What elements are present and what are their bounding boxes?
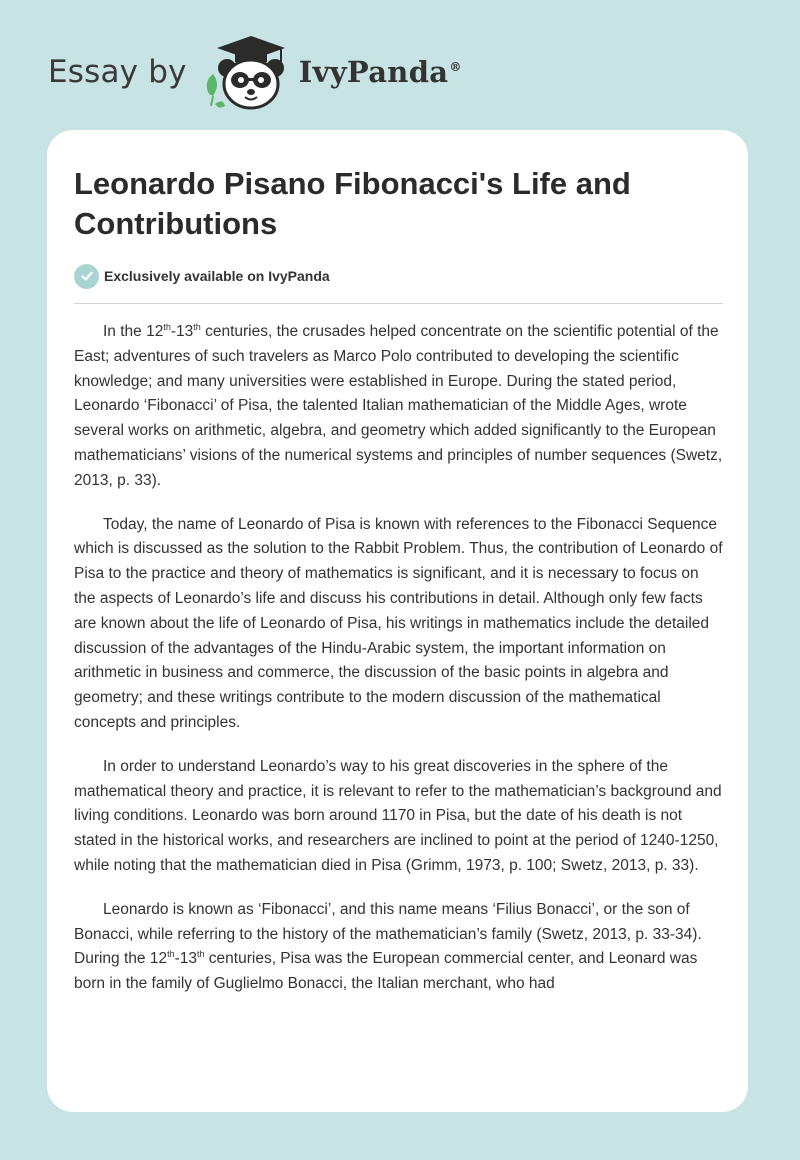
exclusive-badge <box>74 263 330 289</box>
divider <box>74 303 723 304</box>
site-header <box>48 34 462 110</box>
exclusive-badge-label: Exclusively available on IvyPanda <box>104 268 330 284</box>
essay-body <box>74 320 724 1016</box>
essay-card <box>47 130 748 1112</box>
panda-graduate-icon <box>201 34 295 110</box>
paragraph-1: In the 12th-13th centuries, the crusades helped concentrate on the scientific potential of the East; adventures of such travelers as Marco Polo contributed to developing the scientific knowledge; and many universities were established in Europe. During the stated period, Leonardo ‘Fibonacci’ of Pisa, the talented Italian mathematician of the Middle Ages, wrote several works on arithmetic, algebra, and geometry which added significantly to the European mathematicians’ visions of the numerical systems and principles of number sequences (Swetz, 2013, p. 33). <box>74 321 723 489</box>
paragraph-2: Today, the name of Leonardo of Pisa is known with references to the Fibonacci Sequence which is discussed as the solution to the Rabbit Problem. Thus, the contribution of Leonardo of Pisa to the practice and theory of mathematics is significant, and it is necessary to focus on the aspects of Leonardo’s life and discuss his contributions in detail. Although only few facts are known about the life of Leonardo of Pisa, his writings in mathematics include the detailed discussion of the advantages of the Hindu-Arabic system, the important information on arithmetic in business and commerce, the discussion of the basic points in algebra and geometry; and these writings contribute to the modern discussion of the mathematical concepts and principles. <box>74 515 723 731</box>
paragraph-3: In order to understand Leonardo’s way to his great discoveries in the sphere of the mathematical theory and practice, it is relevant to refer to the mathematician’s background and living conditions. Leonardo was born around 1170 in Pisa, but the date of his death is not stated in the historical works, and researchers are inclined to point at the period of 1240-1250, while noting that the mathematician died in Pisa (Grimm, 1973, p. 100; Swetz, 2013, p. 33). <box>74 757 722 874</box>
paragraph-4: Leonardo is known as ‘Fibonacci’, and this name means ‘Filius Bonacci’, or the son of Bonacci, while referring to the history of the mathematician’s family (Swetz, 2013, p. 33-34). During the 12th-13th centuries, Pisa was the European commercial center, and Leonard was born in the family of Guglielmo Bonacci, the Italian merchant, who had <box>74 900 702 993</box>
essay-title: Leonardo Pisano Fibonacci's Life and Contributions <box>74 166 631 241</box>
brand-name[interactable]: IvyPanda® <box>298 55 462 89</box>
check-icon <box>74 264 99 289</box>
registered-mark: ® <box>449 60 462 75</box>
essay-by-label: Essay by <box>48 54 187 90</box>
